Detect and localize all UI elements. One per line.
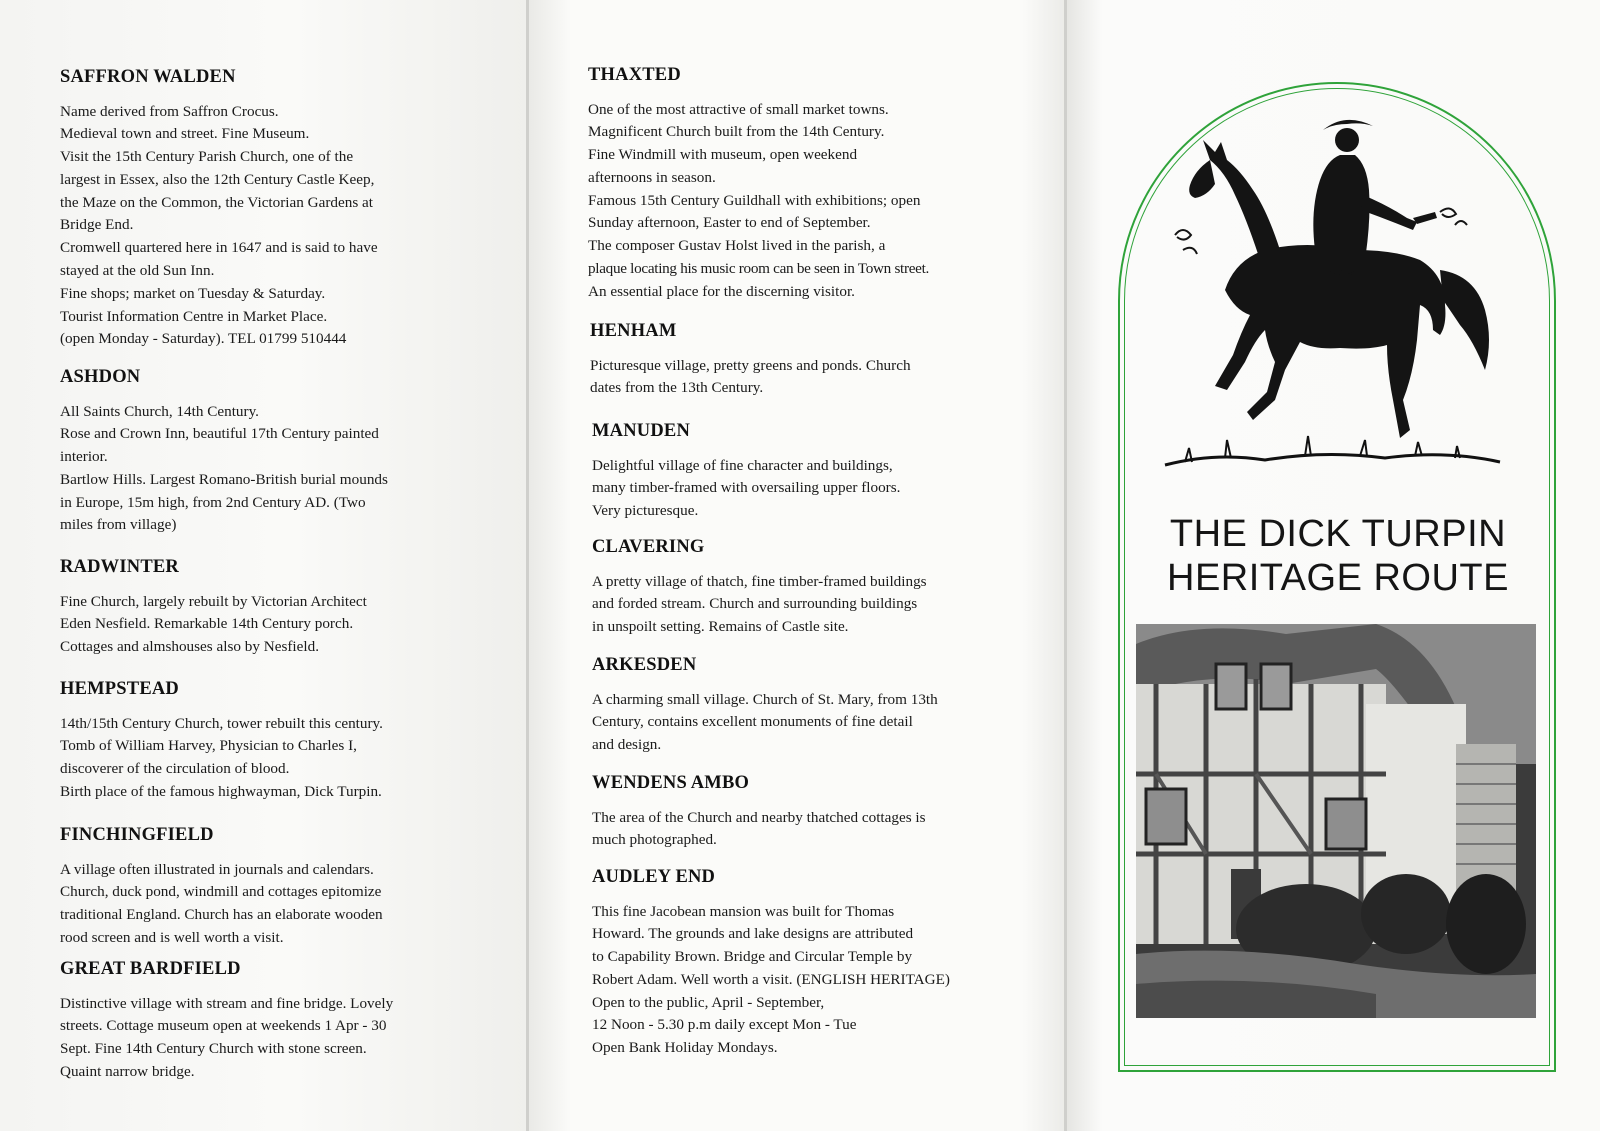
entry-line: 12 Noon - 5.30 p.m daily except Mon - Tue bbox=[592, 1016, 857, 1034]
entry-heading: MANUDEN bbox=[592, 421, 691, 441]
entry-line: Fine Windmill with museum, open weekend bbox=[588, 146, 858, 164]
entry-line: Name derived from Saffron Crocus. bbox=[60, 102, 279, 120]
entry-heading: SAFFRON WALDEN bbox=[60, 67, 236, 87]
entry-heading: AUDLEY END bbox=[592, 867, 716, 887]
entry-heading: ARKESDEN bbox=[592, 655, 697, 675]
entry-line: Open Bank Holiday Mondays. bbox=[592, 1039, 778, 1057]
entry-line: Sunday afternoon, Easter to end of September. bbox=[588, 214, 871, 232]
entry-heading: FINCHINGFIELD bbox=[60, 825, 214, 845]
entry-line: Tourist Information Centre in Market Place. bbox=[60, 307, 328, 325]
entry-radwinter bbox=[60, 558, 490, 659]
timber-framed-cottages-photo bbox=[1136, 624, 1536, 1018]
entry-line: Church, duck pond, windmill and cottages epitomize bbox=[60, 883, 382, 901]
entry-line: dates from the 13th Century. bbox=[590, 379, 764, 397]
entry-line: Magnificent Church built from the 14th Century. bbox=[588, 123, 885, 141]
entry-line: Delightful village of fine character and buildings, bbox=[592, 456, 893, 474]
fold-line bbox=[1064, 0, 1067, 1131]
entry-line: interior. bbox=[60, 448, 108, 466]
entry-heading: ASHDON bbox=[60, 367, 141, 387]
entry-thaxted bbox=[588, 66, 1028, 304]
entry-line: and forded stream. Church and surrounding buildings bbox=[592, 595, 918, 613]
cover-title bbox=[1120, 512, 1556, 600]
entry-line: Visit the 15th Century Parish Church, one of the bbox=[60, 148, 354, 166]
entry-line: The area of the Church and nearby thatched cottages is bbox=[592, 808, 926, 826]
entry-wendens-ambo bbox=[592, 774, 1032, 852]
entry-henham bbox=[590, 322, 1030, 400]
entry-line: A pretty village of thatch, fine timber-framed buildings bbox=[592, 572, 927, 590]
entry-line: Open to the public, April - September, bbox=[592, 993, 825, 1011]
entry-ashdon bbox=[60, 368, 490, 537]
entry-line: in Europe, 15m high, from 2nd Century AD. (Two bbox=[60, 493, 366, 511]
entry-line: Distinctive village with stream and fine bridge. Lovely bbox=[60, 994, 394, 1012]
entry-line: The composer Gustav Holst lived in the parish, a bbox=[588, 237, 886, 255]
entry-line: A village often illustrated in journals and calendars. bbox=[60, 860, 374, 878]
entry-heading: HEMPSTEAD bbox=[60, 679, 179, 699]
entry-line: much photographed. bbox=[592, 831, 717, 849]
entry-line: A charming small village. Church of St. Mary, from 13th bbox=[592, 690, 938, 708]
entry-line: streets. Cottage museum open at weekends 1 Apr - 30 bbox=[60, 1017, 387, 1035]
entry-line: miles from village) bbox=[60, 516, 177, 534]
entry-line: Eden Nesfield. Remarkable 14th Century porch. bbox=[60, 615, 354, 633]
entry-line: Quaint narrow bridge. bbox=[60, 1062, 195, 1080]
entry-saffron-walden bbox=[60, 68, 490, 351]
entry-line: Picturesque village, pretty greens and ponds. Church bbox=[590, 356, 911, 374]
entry-line: rood screen and is well worth a visit. bbox=[60, 928, 284, 946]
entry-line: many timber-framed with oversailing upper floors. bbox=[592, 479, 901, 497]
entry-line: Fine Church, largely rebuilt by Victorian Architect bbox=[60, 592, 367, 610]
entry-hempstead bbox=[60, 680, 490, 804]
entry-arkesden bbox=[592, 656, 1032, 757]
entry-line: plaque locating his music room can be seen in Town street. bbox=[588, 260, 930, 278]
entry-line: Fine shops; market on Tuesday & Saturday. bbox=[60, 284, 326, 302]
entry-line: Rose and Crown Inn, beautiful 17th Century painted bbox=[60, 425, 379, 443]
entry-line: 14th/15th Century Church, tower rebuilt this century. bbox=[60, 714, 383, 732]
entry-line: One of the most attractive of small market towns. bbox=[588, 100, 889, 118]
entry-line: Robert Adam. Well worth a visit. (ENGLISH HERITAGE) bbox=[592, 970, 950, 988]
entry-line: Bartlow Hills. Largest Romano-British burial mounds bbox=[60, 470, 388, 488]
entry-heading: HENHAM bbox=[590, 321, 677, 341]
entry-line: This fine Jacobean mansion was built for Thomas bbox=[592, 902, 895, 920]
entry-line: Tomb of William Harvey, Physician to Charles I, bbox=[60, 737, 357, 755]
entry-clavering bbox=[592, 538, 1032, 639]
entry-line: Sept. Fine 14th Century Church with stone screen. bbox=[60, 1040, 367, 1058]
fold-line bbox=[526, 0, 529, 1131]
entry-line: Century, contains excellent monuments of fine detail bbox=[592, 713, 913, 731]
entry-line: Cromwell quartered here in 1647 and is said to have bbox=[60, 239, 378, 257]
entry-line: discoverer of the circulation of blood. bbox=[60, 760, 290, 778]
entry-line: Bridge End. bbox=[60, 216, 134, 234]
entry-line: afternoons in season. bbox=[588, 168, 716, 186]
entry-manuden bbox=[592, 422, 1032, 523]
entry-line: in unspoilt setting. Remains of Castle site. bbox=[592, 618, 849, 636]
entry-heading: CLAVERING bbox=[592, 537, 705, 557]
entry-line: Howard. The grounds and lake designs are attributed bbox=[592, 925, 914, 943]
entry-heading: RADWINTER bbox=[60, 557, 179, 577]
entry-line: (open Monday - Saturday). TEL 01799 510444 bbox=[60, 330, 347, 348]
entry-line: Famous 15th Century Guildhall with exhibitions; open bbox=[588, 191, 921, 209]
entry-line: largest in Essex, also the 12th Century Castle Keep, bbox=[60, 170, 375, 188]
entry-line: Very picturesque. bbox=[592, 502, 699, 520]
entry-heading: GREAT BARDFIELD bbox=[60, 959, 241, 979]
entry-line: the Maze on the Common, the Victorian Gardens at bbox=[60, 193, 374, 211]
entry-line: to Capability Brown. Bridge and Circular Temple by bbox=[592, 948, 913, 966]
highwayman-on-horse-icon bbox=[1155, 100, 1525, 480]
entry-line: traditional England. Church has an elaborate wooden bbox=[60, 906, 383, 924]
entry-line: Medieval town and street. Fine Museum. bbox=[60, 125, 310, 143]
entry-line: All Saints Church, 14th Century. bbox=[60, 402, 259, 420]
entry-line: An essential place for the discerning visitor. bbox=[588, 282, 855, 300]
entry-line: Cottages and almshouses also by Nesfield. bbox=[60, 638, 319, 656]
entry-finchingfield bbox=[60, 826, 490, 950]
entry-audley-end bbox=[592, 868, 1032, 1060]
entry-heading: THAXTED bbox=[588, 65, 681, 85]
entry-line: Birth place of the famous highwayman, Dick Turpin. bbox=[60, 782, 382, 800]
entry-line: and design. bbox=[592, 736, 662, 754]
entry-line: stayed at the old Sun Inn. bbox=[60, 262, 215, 280]
entry-heading: WENDENS AMBO bbox=[592, 773, 750, 793]
cover-title-line: HERITAGE ROUTE bbox=[1167, 557, 1509, 599]
cover-title-line: THE DICK TURPIN bbox=[1169, 513, 1507, 555]
entry-great-bardfield bbox=[60, 960, 490, 1084]
